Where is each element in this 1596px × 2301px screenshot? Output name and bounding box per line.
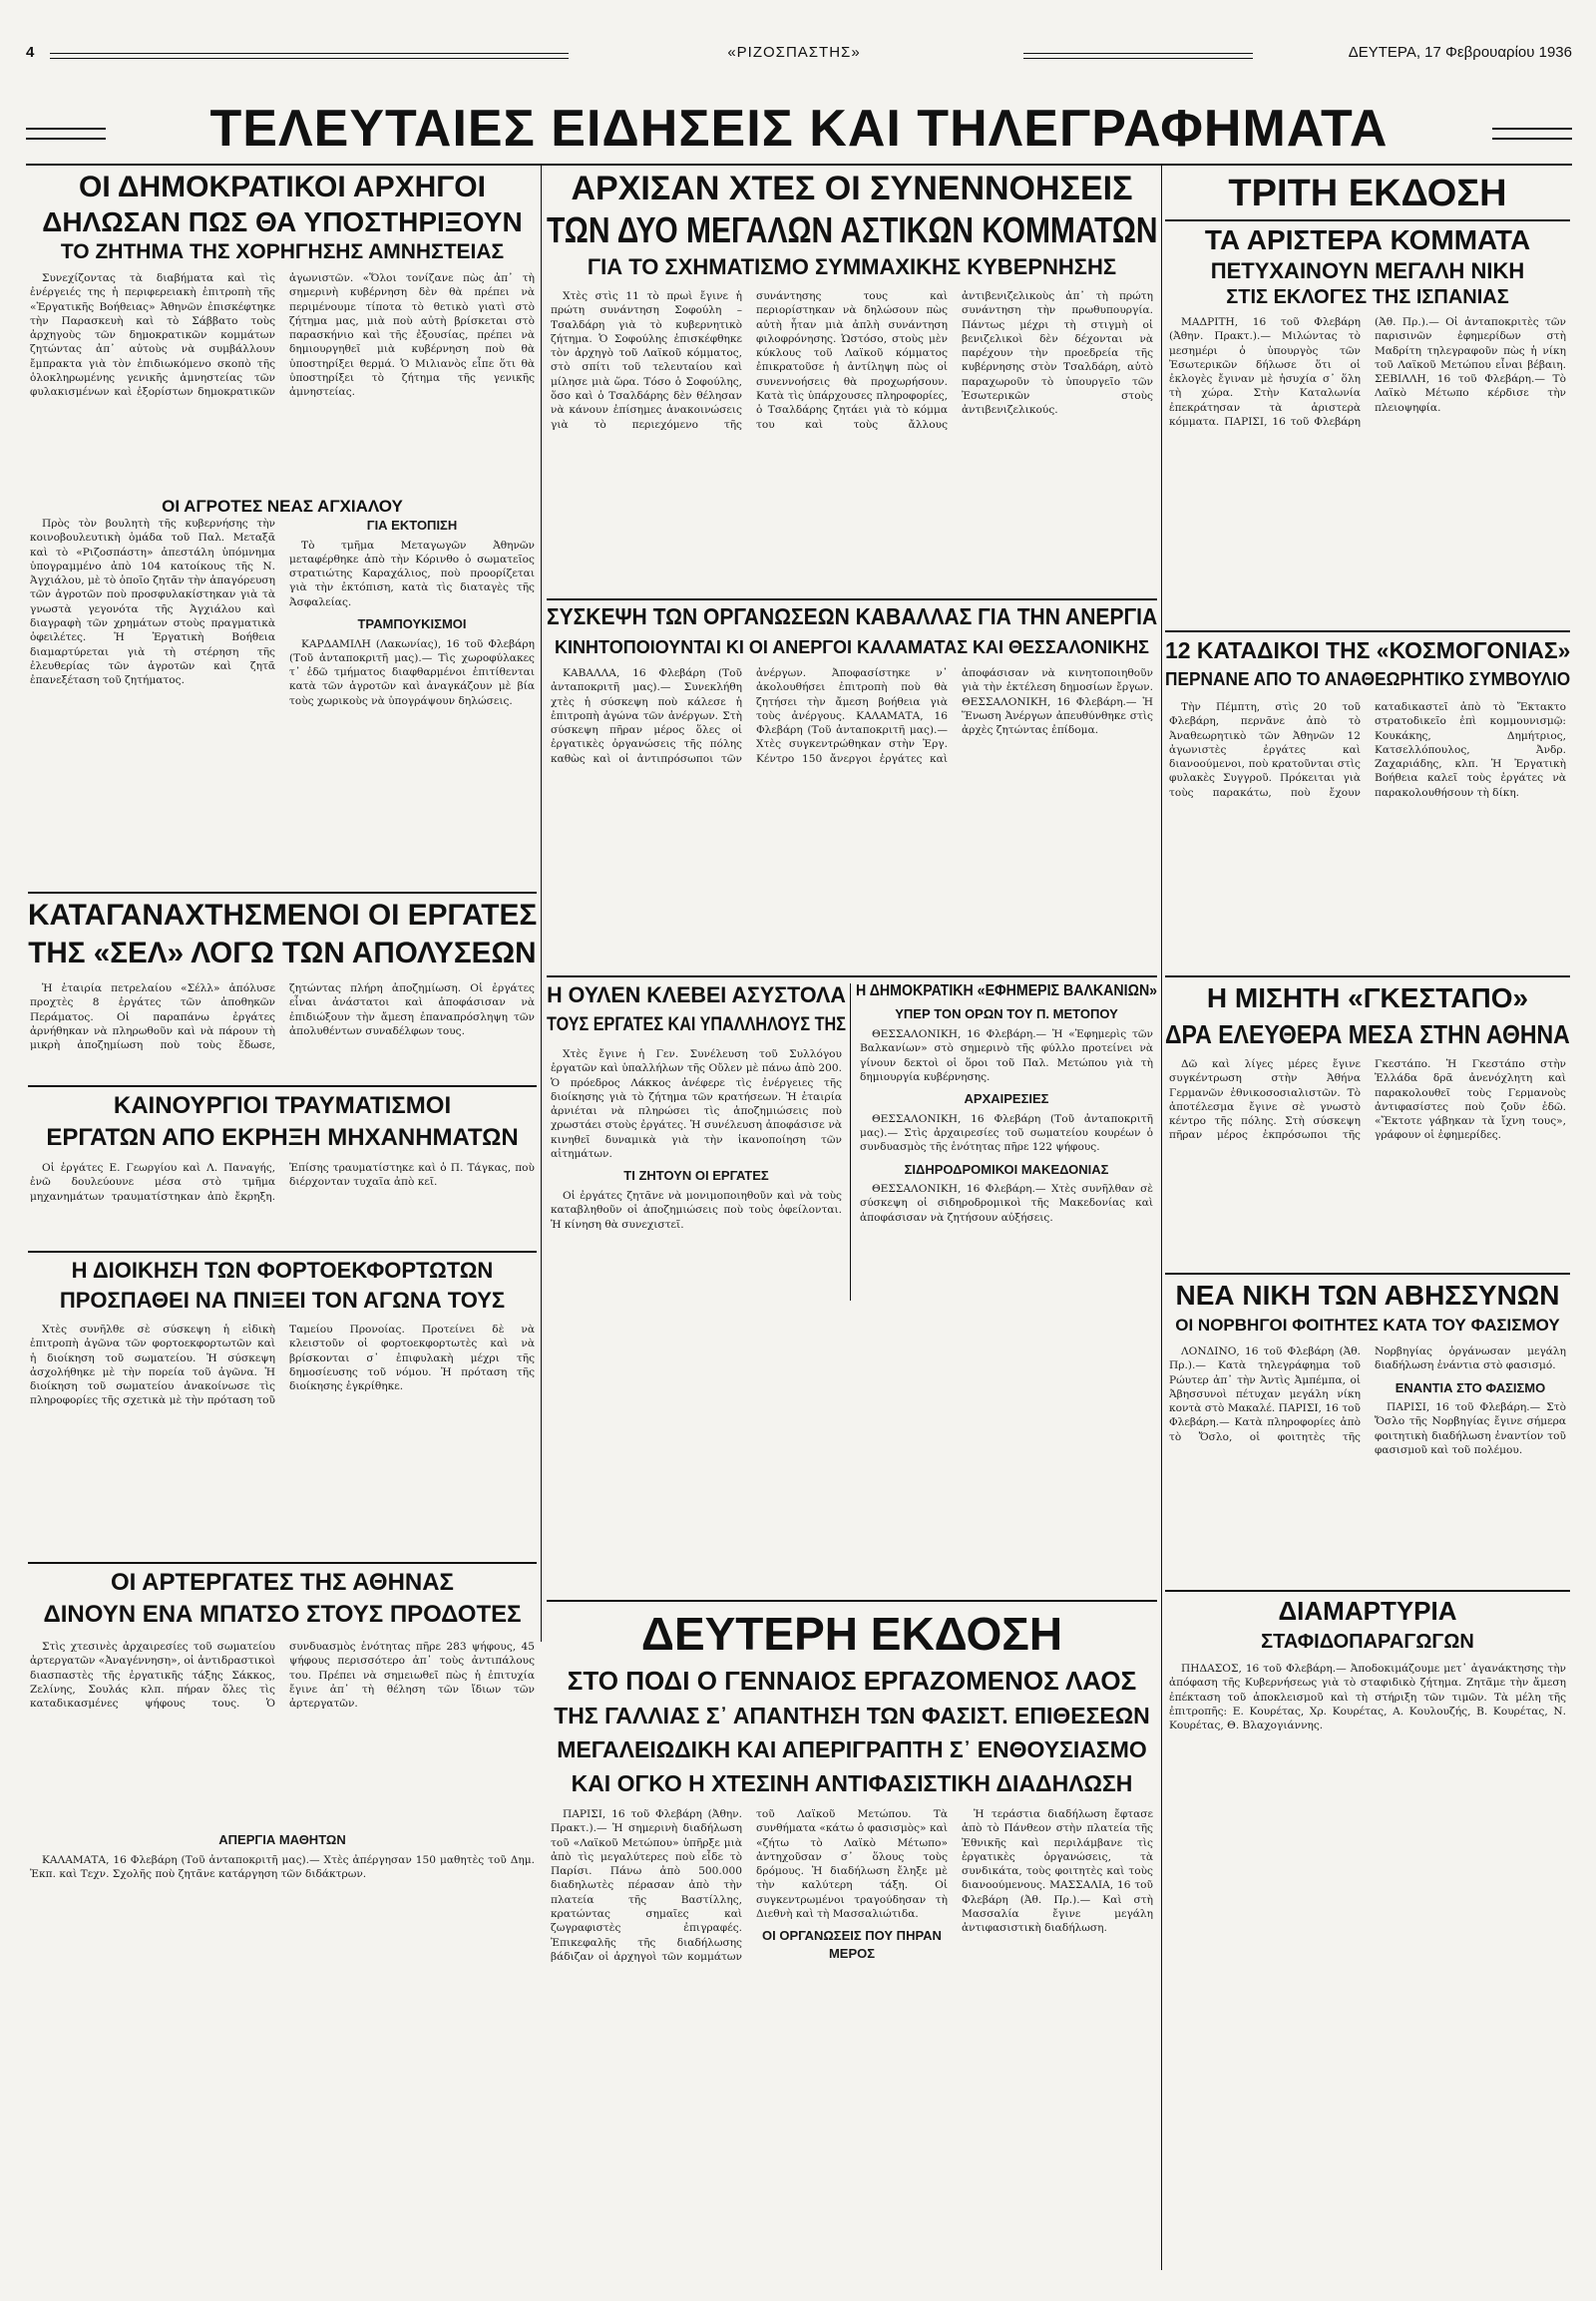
article-text: Τὴν Πέμπτη, στὶς 20 τοῦ Φλεβάρη, περνᾶνε ἀπὸ τὸ Ἀναθεωρητικὸ τῶν Ἀθηνῶν 12 ἀγωνιστὲς ἐργάτες καὶ διανοούμενοι, ποὺ κρατοῦνται στὶς φυλακὲς Συγγροῦ. Πρόκειται γιὰ τοὺς παρακάτω, ποὺ ἔχουν καταδικαστεῖ ἀπὸ τὸ Ἔκτακτο στρατοδικεῖο ἐπὶ κομμουνισμῷ: Κουκάκης, Δημήτριος, Κατσελλόπουλος, Ἀνδρ. Ζαχαριάδης, κλπ. Ἡ Ἐργατικὴ Βοήθεια καλεῖ τοὺς ἐργάτες νὰ παρακολουθήσουν τὴ δίκη.	[1169, 701, 1566, 799]
headline-oulen-workers: ΤΟΥΣ ΕΡΓΑΤΕΣ ΚΑΙ ΥΠΑΛΛΗΛΟΥΣ ΤΗΣ	[547, 1014, 846, 1035]
headline-kavala-meeting: ΣΥΣΚΕΨΗ ΤΩΝ ΟΡΓΑΝΩΣΕΩΝ ΚΑΒΑΛΛΑΣ ΓΙΑ ΤΗΝ ΑΝΕΡΓΙΑ	[547, 603, 1158, 629]
headline-popular-front-terms: ΥΠΕΡ ΤΟΝ ΟΡΩΝ ΤΟΥ Π. ΜΕΤΟΠΟΥ	[895, 1007, 1118, 1021]
headline-gestapo-athens: ΔΡΑ ΕΛΕΥΘΕΡΑ ΜΕΣΑ ΣΤΗΝ ΑΘΗΝΑ	[1165, 1019, 1570, 1049]
head-rule-left	[50, 53, 569, 59]
article-text: Στὶς χτεσινὲς ἀρχαιρεσίες τοῦ σωματείου ἀρτεργατῶν «Ἀναγέννηση», οἱ ἀντιδραστικοὶ διασπαστὲς τῆς ἐργατικῆς τάξης Σάκκος, Ζελίνης, Σουλάς κλπ. πήραν ὅλες τὶς καταδικασμένες ψήφους τους. Ὁ συνδυασμὸς ἐνότητας πῆρε 283 ψήφους, 45 ψήφους περισσότερο ἀπ᾽ τοὺς ἀντιπάλους του. Πρέπει νὰ σημειωθεῖ πὼς ἡ ἐπιτυχία ἔγινε ἀπ᾽ τὴ θέληση τῶν ἴδιων τῶν ἀρτεργατῶν.	[30, 1641, 535, 1711]
headline-bakers: ΟΙ ΑΡΤΕΡΓΑΤΕΣ ΤΗΣ ΑΘΗΝΑΣ	[111, 1570, 454, 1596]
article-text: Πρὸς τὸν βουλητὴ τῆς κυβερνήσης τὴν κοινοβουλευτικὴ ὁμάδα τοῦ Παλ. Μεταξᾶ καὶ τὸ «Ριζοσπάστη» ἀπεστάλη ὑπόμνημα ὑπογραμμένο ἀπὸ 104 κατοίκους τῆς Ν. Ἀγχιάλου, μὲ τὸ ὁποῖο ζητᾶν τὴν ἀπαγόρευση τῶν ἀγροτῶν ποὺ προσφυλακίστηκαν γιὰ τὰ γνωστὰ γεγονότα τῆς Ἀγχιάλου καὶ διαγραφὴ τῶν χρημάτων στοὺς πραγματικὰ ὀφειλέτες. Ἡ Ἐργατικὴ Βοήθεια διαμαρτύρεται γιὰ τὴ στέρηση τῆς ἐλευθερίας τῶν ἀγροτῶν καὶ ζητᾶ ἐπανεξέταση τοῦ ζητήματος.	[30, 518, 275, 687]
column-divider-1	[541, 166, 542, 1642]
banner-rule-right	[1492, 128, 1572, 140]
headline-democratic-leaders: ΟΙ ΔΗΜΟΚΡΑΤΙΚΟΙ ΑΡΧΗΓΟΙ	[79, 172, 486, 203]
article-farmers-body	[30, 517, 535, 888]
page-banner: ΤΕΛΕΥΤΑΙΕΣ ΕΙΔΗΣΕΙΣ ΚΑΙ ΤΗΛΕΓΡΑΦΗΜΑΤΑ	[209, 100, 1389, 158]
rule-left-1	[28, 892, 537, 894]
issue-date: ΔΕΥΤΕΡΑ, 17 Φεβρουαρίου 1936	[1348, 44, 1572, 61]
article-amnesty-body	[30, 271, 535, 486]
article-text: ΚΑΒΑΛΛΑ, 16 Φλεβάρη (Τοῦ ἀνταποκριτῆ μας).— Συνεκλήθη χτὲς ἡ σύσκεψη ποὺ κάλεσε ἡ ἐπιτροπὴ ἀγώνα τῶν ἀνέργων. Στὴ σύσκεψη πῆραν μέρος ὅλες οἱ ἐργατικὲς ὀργανώσεις τῆς πόλης καθὼς καὶ οἱ ἀντιπρόσωποι τῶν ἀνέργων. Ἀποφασίστηκε ν᾽ ἀκολουθήσει ἐπιτροπὴ ποὺ θὰ ζητήσει τὴν ἄμεση βοήθεια γιὰ τοὺς ἀνέργους. ΚΑΛΑΜΑΤΑ, 16 Φλεβάρη (Τοῦ ἀνταποκριτῆ μας).— Χτὲς συγκεντρώθηκαν στὴν Ἐργ. Κέντρο 150 ἄνεργοι ἐργάτες καὶ ἀποφάσισαν νὰ κινητοποιηθοῦν γιὰ τὴν ἐκτέλεση δημοσίων ἔργων. ΘΕΣΣΑΛΟΝΙΚΗ, 16 Φλεβάρη.— Ἡ Ἕνωση Ἀνέργων ἀπευθύνθηκε στὶς ἀρχὲς ζητώντας ἐπίδομα.	[551, 667, 1153, 765]
running-head	[26, 44, 1572, 68]
article-paris-demo-body	[551, 1807, 1153, 2276]
headline-balkans-paper: Η ΔΗΜΟΚΡΑΤΙΚΗ «ΕΦΗΜΕΡΙΣ ΒΑΛΚΑΝΙΩΝ»	[856, 982, 1158, 999]
headline-protest: ΔΙΑΜΑΡΤΥΡΙΑ	[1278, 1598, 1457, 1626]
article-balkans-body	[860, 1027, 1153, 1299]
headline-fascist-attacks: ΤΗΣ ΓΑΛΛΙΑΣ Σ᾽ ΑΠΑΝΤΗΣΗ ΤΩΝ ΦΑΣΙΣΤ. ΕΠΙΘΕΣΕΩΝ	[554, 1704, 1150, 1728]
article-student-strike	[30, 1825, 535, 2005]
subhead-farmers: ΟΙ ΑΓΡΟΤΕΣ ΝΕΑΣ ΑΓΧΙΑΛΟΥ	[162, 497, 403, 516]
third-edition-title: ΤΡΙΤΗ ΕΚΔΟΣΗ	[1228, 173, 1507, 214]
headline-angry-workers: ΚΑΤΑΓΑΝΑΧΤΗΣΜΕΝΟΙ ΟΙ ΕΡΓΑΤΕΣ	[28, 899, 538, 932]
headline-enthusiasm: ΜΕΓΑΛΕΙΩΔΙΚΗ ΚΑΙ ΑΠΕΡΙΓΡΑΠΤΗ Σ᾽ ΕΝΘΟΥΣΙΑΣΜΟ	[557, 1737, 1147, 1762]
article-text: Τὸ τμῆμα Μεταγωγῶν Ἀθηνῶν μεταφέρθηκε ἀπὸ τὴν Κόρινθο ὁ σωματεῖος στρατιώτης Καραχάλιος, ποὺ προορίζεται γιὰ τὴν ἐκτόπιση, κατὰ τὶς διαταγὲς τῆς Ἀσφαλείας.	[289, 539, 535, 608]
headline-unemployed-mobilize: ΚΙΝΗΤΟΠΟΙΟΥΝΤΑΙ ΚΙ ΟΙ ΑΝΕΡΓΟΙ ΚΑΛΑΜΑΤΑΣ ΚΑΙ ΘΕΣΣΑΛΟΝΙΚΗΣ	[555, 638, 1149, 657]
article-raisin-body	[1169, 1662, 1566, 1981]
article-dockers-body	[30, 1323, 535, 1558]
rule-second-edition-top	[547, 1600, 1157, 1602]
headline-dockers-struggle: ΠΡΟΣΠΑΘΕΙ ΝΑ ΠΝΙΞΕΙ ΤΟΝ ΑΓΩΝΑ ΤΟΥΣ	[59, 1289, 506, 1313]
article-gestapo-body	[1169, 1057, 1566, 1267]
headline-new-injuries: ΚΑΙΝΟΥΡΓΙΟΙ ΤΡΑΥΜΑΤΙΣΜΟΙ	[113, 1093, 452, 1119]
article-text: ΘΕΣΣΑΛΟΝΙΚΗ, 16 Φλεβάρη.— Ἡ «Ἐφημερὶς τῶν Βαλκανίων» στὸ σημερινὸ τῆς φύλλο προτείνει νὰ γίνουν δεκτοὶ οἱ ὅροι τοῦ Παλ. Μετώπου γιὰ τὴ δημιουργία κυβέρνησης.	[860, 1028, 1153, 1083]
headline-oulen: Η ΟΥΛΕΝ ΚΛΕΒΕΙ ΑΣΥΣΤΟΛΑ	[547, 982, 846, 1007]
subhead-against-fascism: ΕΝΑΝΤΙΑ ΣΤΟ ΦΑΣΙΣΜΟ	[1395, 1379, 1546, 1395]
headline-explosion: ΕΡΓΑΤΩΝ ΑΠΟ ΕΚΡΗΞΗ ΜΗΧΑΝΗΜΑΤΩΝ	[46, 1125, 519, 1151]
headline-review-council: ΠΕΡΝΑΝΕ ΑΠΟ ΤΟ ΑΝΑΘΕΩΡΗΤΙΚΟ ΣΥΜΒΟΥΛΙΟ	[1165, 669, 1571, 689]
banner-bottom-rule	[26, 164, 1572, 166]
headline-abyssinians: ΝΕΑ ΝΙΚΗ ΤΩΝ ΑΒΗΣΣΥΝΩΝ	[1175, 1281, 1560, 1311]
article-oulen-body	[551, 1047, 842, 1299]
article-spain-body	[1169, 315, 1566, 626]
headline-two-parties: ΤΩΝ ΔΥΟ ΜΕΓΑΛΩΝ ΑΣΤΙΚΩΝ ΚΟΜΜΑΤΩΝ	[547, 209, 1158, 250]
rule-mid-2	[547, 975, 1157, 977]
article-text: ΚΑΡΔΑΜΙΛΗ (Λακωνίας), 16 τοῦ Φλεβάρη (Τοῦ ἀνταποκριτῆ μας).— Τὶς χωροφύλακες τ᾽ ἐδῶ τμήματος διαφθαρμένοι ἐπιτίθενται κατὰ τῶν ἀγροτῶν καὶ ἀναγκάζουν μὲ βία τοὺς χωρικοὺς νὰ ὑπογράψουν δηλώσεις.	[289, 637, 535, 707]
headline-gestapo: Η ΜΙΣΗΤΗ «ΓΚΕΣΤΑΠΟ»	[1206, 983, 1529, 1013]
headline-norwegian-students: ΟΙ ΝΟΡΒΗΓΟΙ ΦΟΙΤΗΤΕΣ ΚΑΤΑ ΤΟΥ ΦΑΣΙΣΜΟΥ	[1175, 1317, 1560, 1335]
rule-left-4	[28, 1562, 537, 1564]
article-unemployed-body	[551, 666, 1153, 971]
rule-right-3	[1165, 975, 1570, 977]
article-text: Χτὲς στὶς 11 τὸ πρωὶ ἔγινε ἡ πρώτη συνάντηση Σοφούλη – Τσαλδάρη γιὰ τὸ κυβερνητικὸ ζήτημα. Ὁ Σοφούλης ἐπισκέφθηκε τὸν ἀρχηγὸ τοῦ Λαϊκοῦ κόμματος, στὸ σπίτι τοῦ τελευταίου καὶ μίλησε μιὰ ὥρα. Τόσο ὁ Σοφούλης, ὅσο καὶ ὁ Τσαλδάρης δὲν θέλησαν νὰ κάνουν ἐπίσημες ἀνακοινώσεις γιὰ τὸ περιεχόμενο τῆς συνάντησης τους καὶ περιορίστηκαν νὰ δηλώσουν πὼς αὐτὴ ἦταν μιὰ ἀπλὴ συνάντηση φιλοφρόνησης. Ὡστόσο, στοὺς μὲν κύκλους τοῦ Λαϊκοῦ κόμματος ἐπικρατοῦσε ἡ ἀντίληψη πὼς οἱ συνεννοήσεις θὰ προχωρήσουν. Κατὰ τὶς ὑπάρχουσες πληροφορίες, ὁ Τσαλδάρης ζητάει γιὰ τὸ κόμμα του καὶ τοὺς ἄλλους ἀντιβενιζελικοὺς ἀπ᾽ τὴ πρώτη συνάντηση τὴν πρωθυπουργία. Πάντως μέχρι τὴ στιγμὴ οἱ βενιζελικοὶ δὲν δέχονται νὰ παρέχουν τὴν προεδρεία τῆς κυβέρνησης στὸν Τσαλδάρη, αὐτὸ παραχωροῦν τὸ ὑπουργεῖο τῶν Ἐσωτερικῶν στοὺς ἀντιβενιζελικούς.	[551, 290, 1153, 431]
subhead-thuggery: ΤΡΑΜΠΟΥΚΙΣΜΟΙ	[357, 616, 467, 632]
headline-coalition-govt: ΓΙΑ ΤΟ ΣΧΗΜΑΤΙΣΜΟ ΣΥΜΜΑΧΙΚΗΣ ΚΥΒΕΡΝΗΣΗΣ	[587, 255, 1117, 279]
paper-name: «ΡΙΖΟΣΠΑΣΤΗΣ»	[727, 44, 861, 61]
article-text: Χτὲς ἔγινε ἡ Γεν. Συνέλευση τοῦ Συλλόγου ἐργατῶν καὶ ὑπαλλήλων τῆς Οὔλεν μὲ πάνω ἀπὸ 200. Ὁ πρόεδρος Λάκκος ἀνέφερε τὶς ἐνέργειες τῆς διοίκησης γιὰ τὸ ζήτημα τῶν κρατήσεων. Ἡ ἑταιρία ἀρνιέται νὰ πληρώσει τὶς ἀποζημιώσεις ποὺ χρωστάει στοὺς ἐργάτες. Ἡ συνέλευση ἀποφάσισε νὰ κινηθεῖ δυναμικὰ γιὰ τὴν ἱκανοποίηση τῶν αἰτημάτων.	[551, 1048, 842, 1161]
headline-big-win: ΠΕΤΥΧΑΙΝΟΥΝ ΜΕΓΑΛΗ ΝΙΚΗ	[1210, 259, 1525, 283]
article-text: ΚΑΛΑΜΑΤΑ, 16 Φλεβάρη (Τοῦ ἀνταποκριτῆ μας).— Χτὲς ἀπέργησαν 150 μαθητὲς τοῦ Δημ. Ἐκπ. καὶ Τεχν. Σχολῆς ποὺ ζητᾶνε κατάργηση τῶν διδάκτρων.	[30, 1853, 535, 1880]
article-talks-body	[551, 289, 1153, 594]
article-text: ΜΑΔΡΙΤΗ, 16 τοῦ Φλεβάρη (Ἀθην. Πρακτ.).— Μιλώντας τὸ μεσημέρι ὁ ὑπουργὸς τῶν Ἐσωτερικῶν δήλωσε ὅτι οἱ ἐκλογὲς ἔγιναν μὲ ἡσυχία σ᾽ ὅλη τὴ χώρα. Στὴν Καταλωνία ἐπεκράτησαν τὰ ἀριστερὰ κόμματα. ΠΑΡΙΣΙ, 16 τοῦ Φλεβάρη (Ἀθ. Πρ.).— Οἱ ἀνταποκριτὲς τῶν παρισινῶν ἐφημερίδων στὴ Μαδρίτη τηλεγραφοῦν πὼς ἡ νίκη τοῦ Λαϊκοῦ Μετώπου εἶναι βέβαιη. ΣΕΒΙΛΛΗ, 16 τοῦ Φλεβάρη.— Τὸ Λαϊκὸ Μέτωπο κέρδισε τὴν πλειοψηφία.	[1169, 316, 1566, 429]
article-injuries-body	[30, 1161, 535, 1247]
article-text: Ἡ ἑταιρία πετρελαίου «Σέλλ» ἀπόλυσε προχτὲς 8 ἐργάτες τῶν ἀποθηκῶν Περάματος. Οἱ παραπάνω ἐργάτες ἀρνήθηκαν νὰ πληρωθοῦν καὶ νὰ πάρουν τὴ μικρὴ ἀποζημίωση ποὺ τοὺς ἔδωσε, ζητώντας πλήρη ἀποζημίωση. Οἱ ἐργάτες εἶναι ἀνάστατοι καὶ ἀποφάσισαν νὰ ἐπιδιώξουν τὴν ἄμεση ἐπαναπρόσληψη τῶν ἀπολυθέντων συναδέλφων τους.	[30, 982, 535, 1052]
article-abyssinia-body	[1169, 1344, 1566, 1584]
article-text: Οἱ ἐργάτες Ε. Γεωργίου καὶ Λ. Παναγής, ἐνῶ δουλεύουνε μέσα στὸ τμῆμα μηχανημάτων τραυματίστηκαν ἀπὸ ἔκρηξη. Ἐπίσης τραυματίστηκε καὶ ὁ Π. Τάγκας, ποὺ διέρχονταν τυχαῖα ἀπὸ κεῖ.	[30, 1162, 535, 1203]
subhead-railwaymen: ΣΙΔΗΡΟΔΡΟΜΙΚΟΙ ΜΑΚΕΔΟΝΙΑΣ	[904, 1161, 1109, 1177]
rule-mid-1	[547, 598, 1157, 600]
second-edition-title: ΔΕΥΤΕΡΗ ΕΚΔΟΣΗ	[640, 1608, 1063, 1660]
article-text: ΘΕΣΣΑΛΟΝΙΚΗ, 16 Φλεβάρη (Τοῦ ἀνταποκριτῆ μας).— Στὶς ἀρχαιρεσίες τοῦ σωματείου κουρέων ὁ συνδυασμὸς τῆς ἑνότητας πῆρε 122 ψήφους.	[860, 1112, 1153, 1154]
rule-right-2	[1165, 630, 1570, 632]
rule-right-1	[1165, 219, 1570, 221]
page-number: 4	[26, 44, 35, 61]
subhead-displacement: ΓΙΑ ΕΚΤΟΠΙΣΗ	[366, 518, 458, 533]
headline-amnesty-issue: ΤΟ ΖΗΤΗΜΑ ΤΗΣ ΧΟΡΗΓΗΣΗΣ ΑΜΝΗΣΤΕΙΑΣ	[60, 241, 505, 263]
headline-antifascist-demo: ΚΑΙ ΟΓΚΟ Η ΧΤΕΣΙΝΗ ΑΝΤΙΦΑΣΙΣΤΙΚΗ ΔΙΑΔΗΛΩΣΗ	[571, 1771, 1133, 1796]
article-cosmogonia-body	[1169, 700, 1566, 971]
article-text: ΘΕΣΣΑΛΟΝΙΚΗ, 16 Φλεβάρη.— Χτὲς συνῆλθαν σὲ σύσκεψη οἱ σιδηροδρομικοὶ τῆς Μακεδονίας καὶ ἀποφάσισαν νὰ ζητήσουν αὐξήσεις.	[860, 1183, 1153, 1224]
article-text: ΠΑΡΙΣΙ, 16 τοῦ Φλεβάρη (Ἀθην. Πρακτ.).— Ἡ σημερινὴ διαδήλωση τοῦ «Λαϊκοῦ Μετώπου» ὑπῆρξε μιὰ ἀπὸ τὶς μεγαλύτερες ποὺ εἶδε τὸ Παρίσι. Πάνω ἀπὸ 500.000 διαδηλωτὲς πέρασαν ἀπὸ τὴν πλατεία τῆς Βαστίλλης, κρατώντας σημαῖες καὶ ζωγραφιστὲς ἐπιγραφές. Ἐπικεφαλῆς τῆς διαδήλωσης βάδιζαν οἱ ἀρχηγοὶ τῶν κομμάτων τοῦ Λαϊκοῦ Μετώπου. Τὰ συνθήματα «κάτω ὁ φασισμὸς» καὶ «ζήτω τὸ Λαϊκὸ Μέτωπο» ἀντηχοῦσαν σ᾽ ὅλους τοὺς δρόμους. Ἡ διαδήλωση ἔληξε μὲ τὴν καλύτερη τάξη. Οἱ συγκεντρωμένοι τραγούδησαν τὴ Διεθνὴ καὶ τὴ Μασσαλιώτιδα.	[551, 1808, 948, 1963]
rule-left-3	[28, 1251, 537, 1253]
column-divider-2	[1161, 166, 1162, 2270]
headline-left-parties: ΤΑ ΑΡΙΣΤΕΡΑ ΚΟΜΜΑΤΑ	[1204, 225, 1531, 255]
headline-french-people: ΣΤΟ ΠΟΔΙ Ο ΓΕΝΝΑΙΟΣ ΕΡΓΑΖΟΜΕΝΟΣ ΛΑΟΣ	[567, 1668, 1137, 1696]
article-text: Ἡ τεράστια διαδήλωση ἔφτασε ἀπὸ τὸ Πάνθεον στὴν πλατεία τῆς Ἐθνικῆς καὶ περιλάμβανε τὶς ἐργατικὲς ὀργανώσεις, τὰ συνδικάτα, τοὺς φοιτητὲς καὶ τοὺς διανοούμενους. ΜΑΣΣΑΛΙΑ, 16 τοῦ Φλεβάρη (Ἀθ. Πρ.).— Καὶ στὴ Μασσαλία ἔγινε μεγάλη ἀντιφασιστικὴ διαδήλωση.	[962, 1808, 1153, 1935]
article-text: Χτὲς συνῆλθε σὲ σύσκεψη ἡ εἰδικὴ ἐπιτροπὴ ἀγῶνα τῶν φορτοεκφορτωτῶν καὶ ἡ διοίκηση τοῦ σωματείου. Ἡ σύσκεψη ἀσχολήθηκε μὲ τὴν πορεία τοῦ ἀγῶνα. Ἡ διοίκηση τοῦ σωματείου ἀνακοίνωσε τὶς πληροφορίες τῆς σχετικὰ μὲ τὴν πρόταση τοῦ Ταμείου Προνοίας. Προτείνει δὲ νὰ κλειστοῦν οἱ φορτοεκφορτωτὲς καὶ νὰ βρίσκονται σ᾽ ἐπιφυλακὴ μέχρι τῆς δημοσίευσης τοῦ νόμου. Ἡ πρόταση τῆς διοίκησης ἐγκρίθηκε.	[30, 1324, 535, 1407]
rule-right-5	[1165, 1590, 1570, 1592]
article-bakers-body	[30, 1640, 535, 1815]
subhead-workers-demands: ΤΙ ΖΗΤΟΥΝ ΟΙ ΕΡΓΑΤΕΣ	[623, 1168, 769, 1184]
rule-left-2	[28, 1085, 537, 1087]
headline-raisin-growers: ΣΤΑΦΙΔΟΠΑΡΑΓΩΓΩΝ	[1261, 1632, 1474, 1653]
headline-talks-began: ΑΡΧΙΣΑΝ ΧΤΕΣ ΟΙ ΣΥΝΕΝΝΟΗΣΕΙΣ	[571, 172, 1133, 207]
article-text: ΠΑΡΙΣΙ, 16 τοῦ Φλεβάρη.— Στὸ Ὄσλο τῆς Νορβηγίας ἔγινε σήμερα φοιτητικὴ διαδήλωση ἐναντίον τοῦ φασισμοῦ καὶ τοῦ πολέμου.	[1375, 1401, 1566, 1457]
article-text: Οἱ ἐργάτες ζητᾶνε νὰ μονιμοποιηθοῦν καὶ νὰ τοὺς καταβληθοῦν οἱ ἀποζημιώσεις ποὺ τοὺς ὀφείλονται. Ἡ κίνηση θὰ συνεχιστεῖ.	[551, 1189, 842, 1231]
headline-spain-elections: ΣΤΙΣ ΕΚΛΟΓΕΣ ΤΗΣ ΙΣΠΑΝΙΑΣ	[1226, 287, 1509, 308]
headline-shell-layoffs: ΤΗΣ «ΣΕΛ» ΛΟΓΩ ΤΩΝ ΑΠΟΛΥΣΕΩΝ	[28, 937, 537, 969]
head-rule-right	[1023, 53, 1253, 59]
headline-cosmogonia: 12 ΚΑΤΑΔΙΚΟΙ ΤΗΣ «ΚΟΣΜΟΓΟΝΙΑΣ»	[1165, 637, 1571, 663]
headline-amnesty-support: ΔΗΛΩΣΑΝ ΠΩΣ ΘΑ ΥΠΟΣΤΗΡΙΞΟΥΝ	[42, 207, 523, 237]
article-shell-body	[30, 981, 535, 1081]
headline-bakers-traitors: ΔΙΝΟΥΝ ΕΝΑ ΜΠΑΤΣΟ ΣΤΟΥΣ ΠΡΟΔΟΤΕΣ	[43, 1602, 522, 1628]
subhead-elections: ΑΡΧΑΙΡΕΣΙΕΣ	[964, 1091, 1049, 1107]
article-text: Δῶ καὶ λίγες μέρες ἔγινε συγκέντρωση στὴν Ἀθήνα Γερμανῶν ἐθνικοσοσιαλιστῶν. Τὸ ἀποτέλεσμα ἔγινε σὲ γνωστὸ κέντρο τῆς πόλης. Στὴ σύσκεψη πῆραν μέρος ἐκπρόσωποι τῆς Γκεστάπο. Ἡ Γκεστάπο στὴν Ἑλλάδα δρᾶ ἀνενόχλητη καὶ παρακολουθεῖ τοὺς Γερμανοὺς ἀντιφασίστες ποὺ ζοῦν ἐδῶ. «Ἔκτοτε γάβηκαν τὰ ἴχνη τους», γράφουν οἱ ἐφημερίδες.	[1169, 1058, 1566, 1142]
article-text: Συνεχίζοντας τὰ διαβήματα καὶ τὶς ἐνέργειές της ἡ περιφερειακὴ ἐπιτροπὴ τῆς «Ἐργατικῆς Βοήθειας» Ἀθηνῶν ἐπισκέφτηκε τὴν Παρασκευὴ καὶ τὸ Σάββατο τοὺς ἀρχηγοὺς τῶν δημοκρατικῶν κομμάτων ζητώντας ἀπ᾽ αὐτοὺς νὰ συμβάλλουν ἔμπρακτα γιὰ τὸν ἐπιδιωκόμενο σκοπὸ τῆς ὁλοκληρωμένης γενικῆς ἀμνηστείας τῶν φυλακισμένων καὶ ἐξορίστων δημοκρατικῶν ἀγωνιστῶν. «Ὅλοι τονίζανε πὼς ἀπ᾽ τὴ σημερινὴ κυβέρνηση δὲν θὰ πρέπει νὰ περιμένουμε τίποτα τὸ θετικὸ γιατὶ στὸ ζήτημα μας, μιὰ ποὺ αὐτὴ βρίσκεται στὸ παρασκήνιο καὶ τῆς ἐξουσίας, πρέπει νὰ δημιουργηθεῖ μιὰ κυβέρνηση ποὺ θὰ ὑποστηρίξει θερμά. Ὁ Μιλιανὸς εἶπε ὅτι θὰ ὑποστηρίξει τὸ ζήτημα τῆς γενικῆς ἀμνηστείας.	[30, 272, 535, 399]
rule-right-4	[1165, 1273, 1570, 1275]
headline-dockers-admin: Η ΔΙΟΙΚΗΣΗ ΤΩΝ ΦΟΡΤΟΕΚΦΟΡΤΩΤΩΝ	[71, 1259, 494, 1283]
subhead-student-strike: ΑΠΕΡΓΙΑ ΜΑΘΗΤΩΝ	[218, 1832, 346, 1847]
column-divider-mid	[850, 983, 851, 1301]
subhead-organizations: ΟΙ ΟΡΓΑΝΩΣΕΙΣ ΠΟΥ ΠΗΡΑΝ ΜΕΡΟΣ	[762, 1928, 942, 1961]
article-text: ΛΟΝΔΙΝΟ, 16 τοῦ Φλεβάρη (Ἀθ. Πρ.).— Κατὰ τηλεγράφημα τοῦ Ρώυτερ ἀπ᾽ τὴν Ἀντὶς Ἀμπέμπα, οἱ Ἀβησσυνοὶ πέτυχαν μεγάλη νίκη κοντὰ στὸ Μακαλέ. ΠΑΡΙΣΙ, 16 τοῦ Φλεβάρη.— Κατὰ πληροφορίες ἀπὸ τὸ Ὄσλο, οἱ φοιτητὲς τῆς Νορβηγίας ὀργάνωσαν μεγάλη διαδήλωση ἐνάντια στὸ φασισμό.	[1169, 1345, 1566, 1443]
article-text: ΠΗΔΑΣΟΣ, 16 τοῦ Φλεβάρη.— Ἀποδοκιμάζουμε μετ᾽ ἀγανάκτησης τὴν ἀπόφαση τῆς Κυβερνήσεως γιὰ τὸ σταφιδικὸ ζήτημα. Ζητᾶμε τὴν ἄμεση ἐπέκταση τοῦ ἀποκλεισμοῦ καὶ τὴ στήριξη τῶν τιμῶν. Τὰ μέλη τῆς ἐπιτροπῆς: Ε. Κουρέτας, Χρ. Κουρέτας, Α. Κουλουζής, Β. Κουρέτας, Ν. Κουρέτας, Θ. Βλαχογιάννης.	[1169, 1663, 1566, 1732]
